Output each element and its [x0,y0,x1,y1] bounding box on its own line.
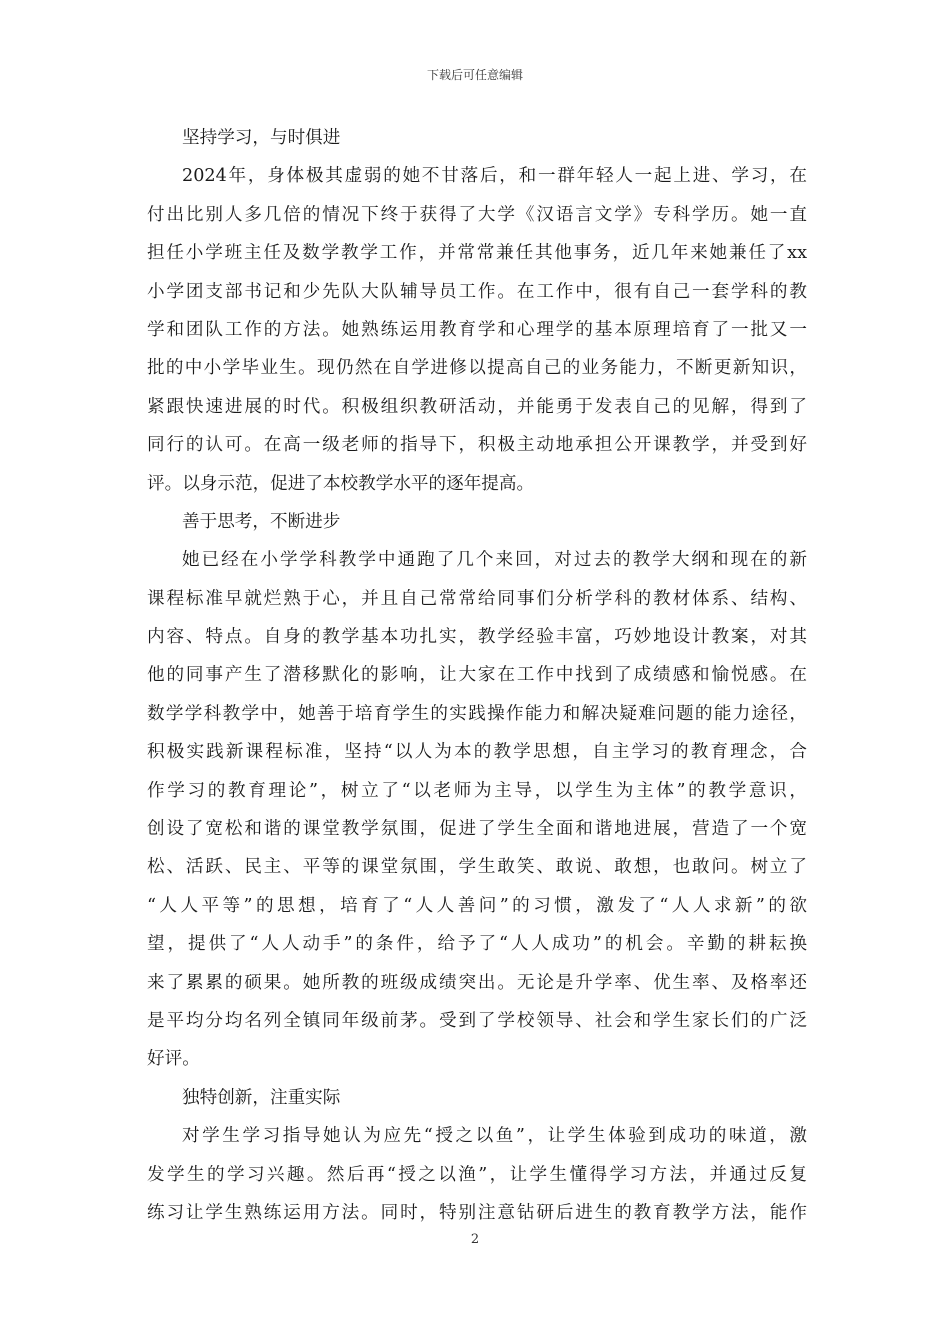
paragraph-line: 望，提供了“人人动手”的条件，给予了“人人成功”的机会。辛勤的耕耘换 [147,934,807,955]
document-body [147,119,807,1232]
paragraph-line: 课程标准早就烂熟于心，并且自己常常给同事们分析学科的教材体系、结构、 [147,588,807,609]
paragraph-line: 学和团队工作的方法。她熟练运用教育学和心理学的基本原理培育了一批又一 [147,319,807,340]
paragraph-line: 她已经在小学学科教学中通跑了几个来回，对过去的教学大纲和现在的新 [182,550,807,571]
section-heading: 坚持学习，与时俱进 [182,128,341,148]
paragraph-line: 发学生的学习兴趣。然后再“授之以渔”，让学生懂得学习方法，并通过反复 [147,1164,807,1185]
paragraph-line: 2024年，身体极其虚弱的她不甘落后，和一群年轻人一起上进、学习，在 [182,166,807,187]
paragraph-line: 评。以身示范，促进了本校教学水平的逐年提高。 [147,473,535,494]
paragraph-line: 批的中小学毕业生。现仍然在自学进修以提高自己的业务能力，不断更新知识， [147,358,807,379]
paragraph-line: 作学习的教育理论”，树立了“以老师为主导，以学生为主体”的教学意识， [147,780,807,801]
paragraph-line: 小学团支部书记和少先队大队辅导员工作。在工作中，很有自己一套学科的教 [147,281,807,302]
paragraph-line: 紧跟快速进展的时代。积极组织教研活动，并能勇于发表自己的见解，得到了 [147,396,807,417]
paragraph-line: “人人平等”的思想，培育了“人人善问”的习惯，激发了“人人求新”的欲 [147,895,807,916]
page-number: 2 [470,1232,480,1247]
section-heading: 善于思考，不断进步 [182,511,341,532]
paragraph-line: 创设了宽松和谐的课堂教学氛围，促进了学生全面和谐地进展，营造了一个宽 [147,819,807,840]
paragraph-line: 积极实践新课程标准，坚持“以人为本的教学思想，自主学习的教育理念，合 [147,742,807,763]
paragraph-line: 是平均分均名列全镇同年级前茅。受到了学校领导、社会和学生家长们的广泛 [147,1010,807,1031]
paragraph-line: 对学生学习指导她认为应先“授之以鱼”，让学生体验到成功的味道，激 [182,1126,807,1147]
paragraph-line: 内容、特点。自身的教学基本功扎实，教学经验丰富，巧妙地设计教案，对其 [147,627,807,648]
section-heading: 独特创新，注重实际 [182,1087,341,1108]
paragraph-line: 练习让学生熟练运用方法。同时，特别注意钻研后进生的教育教学方法，能作 [147,1202,807,1223]
paragraph-line: 来了累累的硕果。她所教的班级成绩突出。无论是升学率、优生率、及格率还 [147,972,807,993]
paragraph-line: 松、活跃、民主、平等的课堂氛围，学生敢笑、敢说、敢想，也敢问。树立了 [147,857,807,878]
paragraph-line: 付出比别人多几倍的情况下终于获得了大学《汉语言文学》专科学历。她一直 [147,204,807,225]
paragraph-line: 同行的认可。在高一级老师的指导下，积极主动地承担公开课教学，并受到好 [147,435,807,456]
page-header-note: 下载后可任意编辑 [426,68,523,82]
paragraph-line: 好评。 [147,1049,200,1070]
paragraph-line: 数学学科教学中，她善于培育学生的实践操作能力和解决疑难问题的能力途径， [147,703,807,724]
paragraph-line: 担任小学班主任及数学教学工作，并常常兼任其他事务，近几年来她兼任了xx [147,243,807,264]
paragraph-line: 他的同事产生了潜移默化的影响，让大家在工作中找到了成绩感和愉悦感。在 [147,665,807,686]
